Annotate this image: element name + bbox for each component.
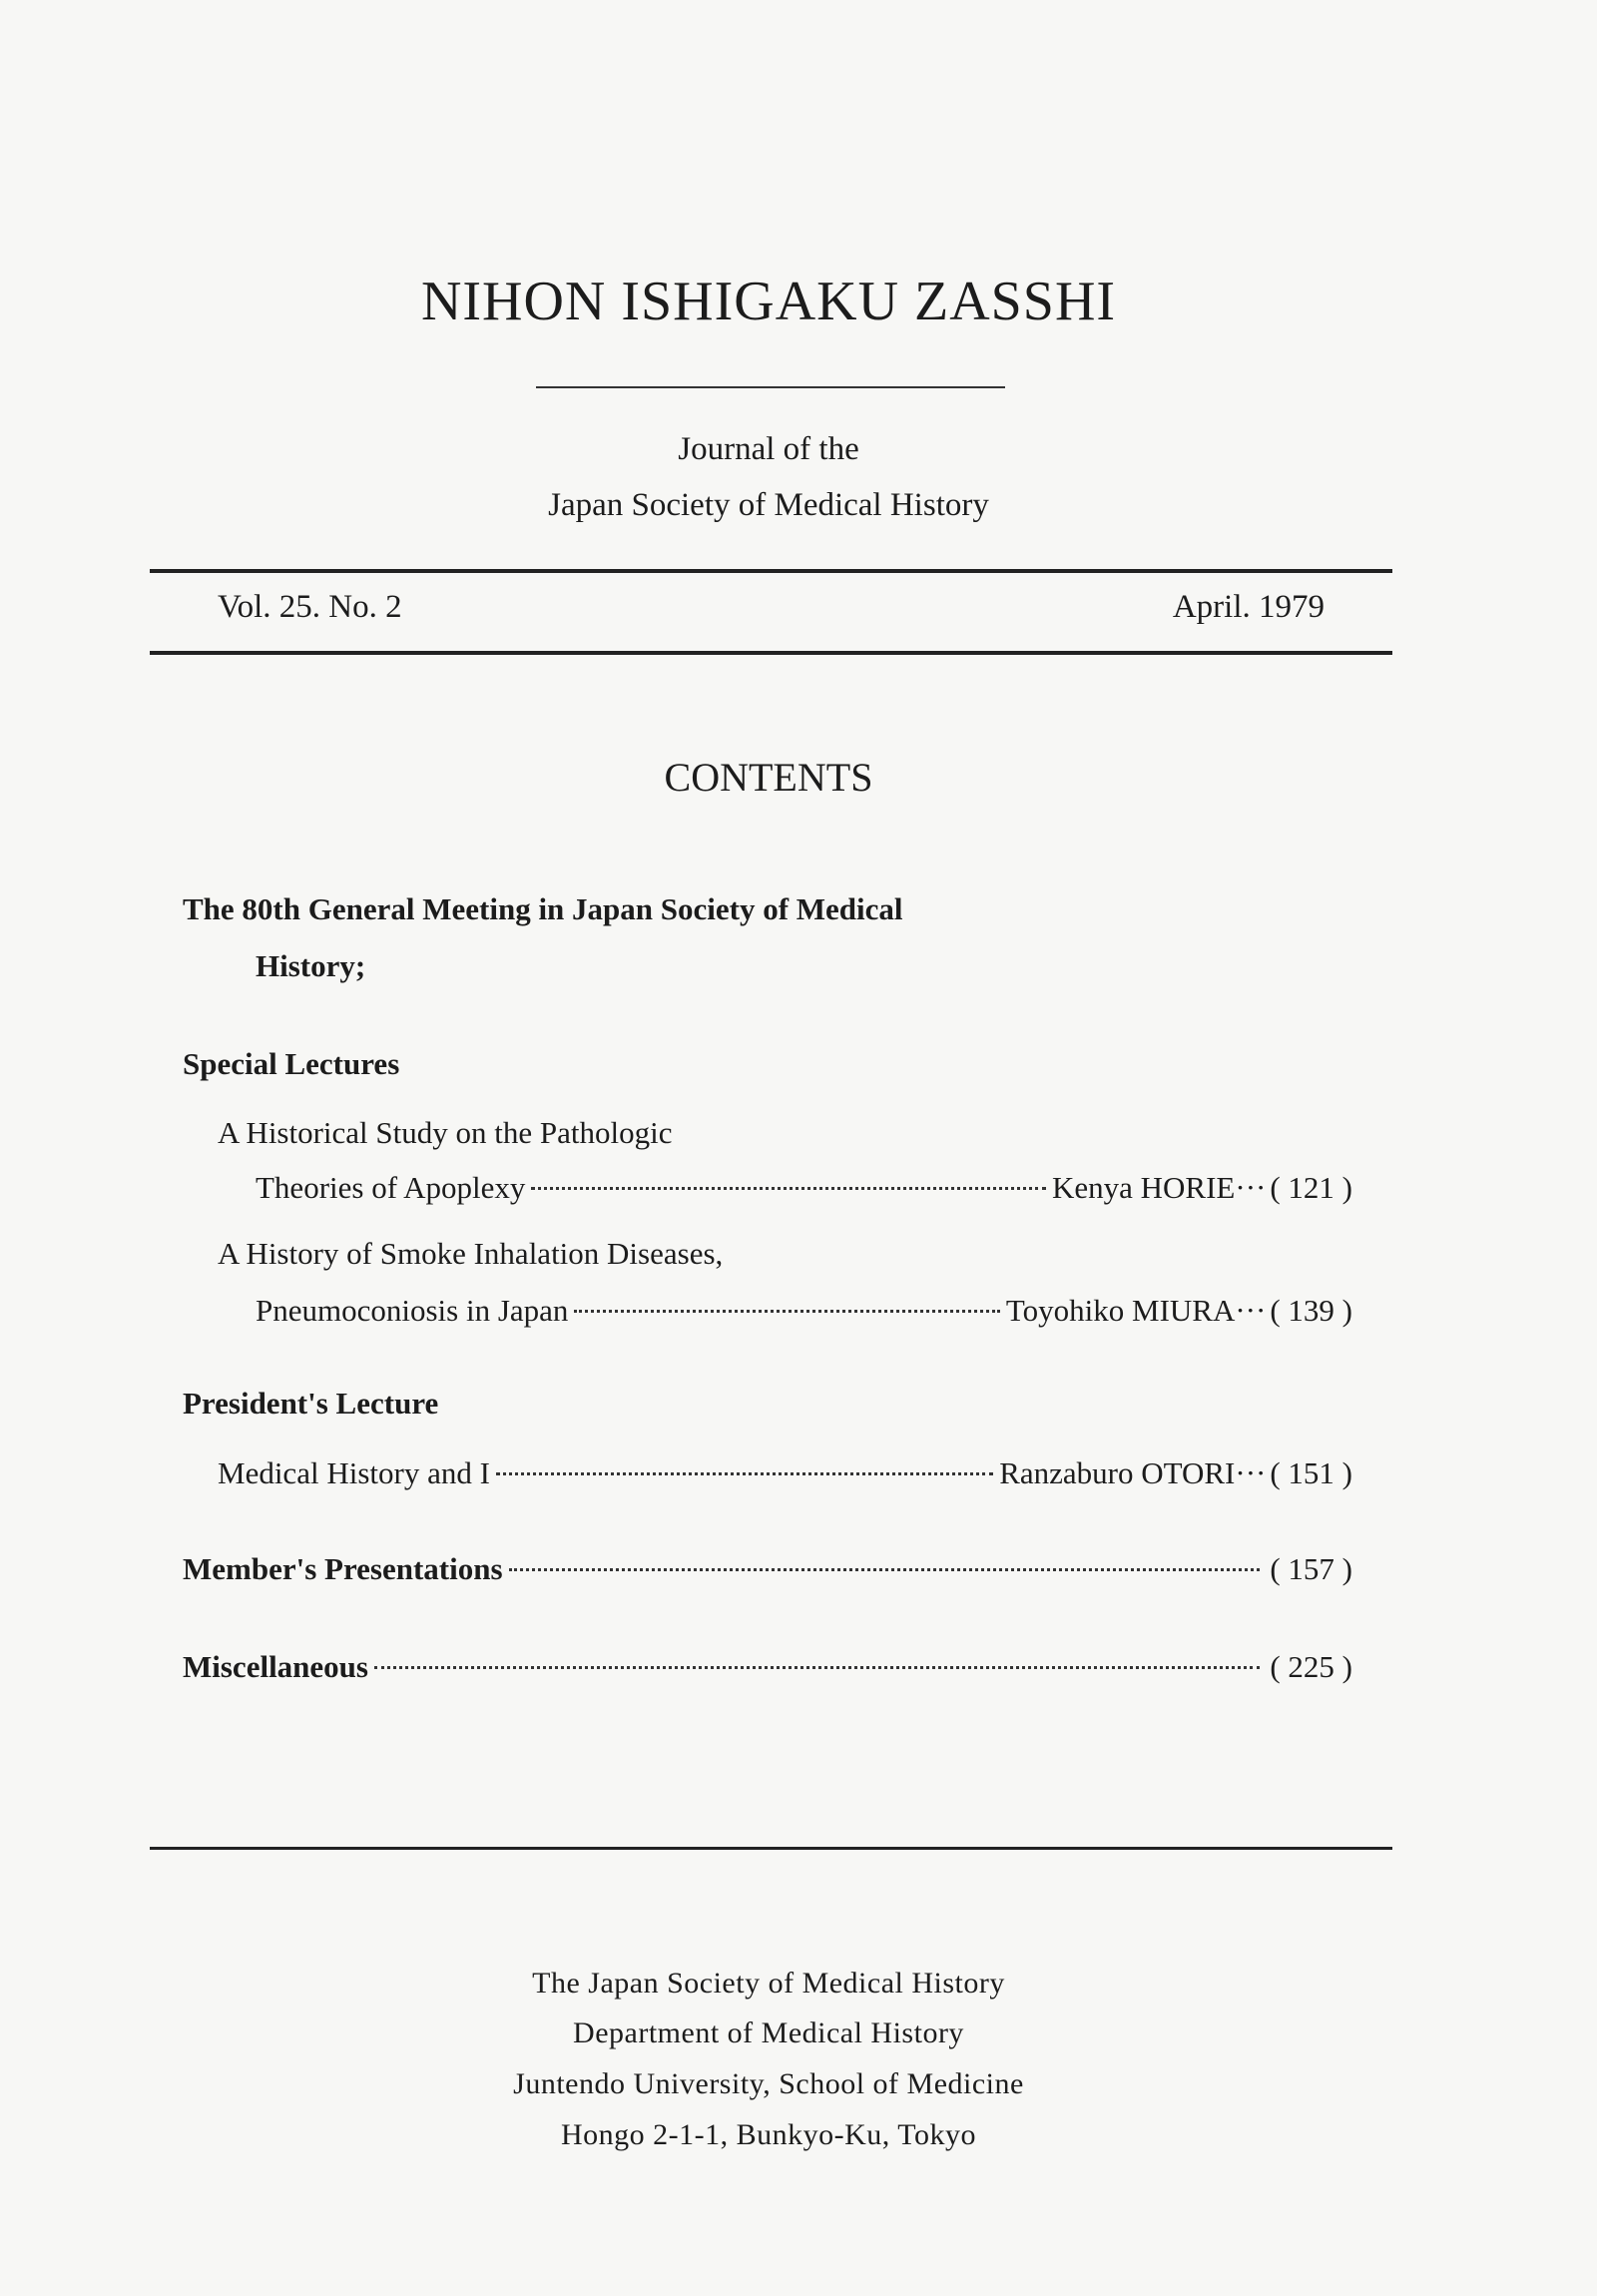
lecture-2-pages: ( 139 ) (1270, 1293, 1352, 1328)
miscellaneous-label: Miscellaneous (183, 1649, 368, 1684)
journal-subtitle-line1: Journal of the (678, 431, 859, 467)
presidents-lecture-author: Ranzaburo OTORI··· (999, 1455, 1267, 1490)
lecture-1-pages: ( 121 ) (1270, 1170, 1352, 1205)
presidents-lecture-title: Medical History and I (218, 1455, 490, 1490)
lecture-2-entry (256, 1293, 1352, 1329)
dot-leader (374, 1666, 1260, 1669)
lecture-2-title-line1: A History of Smoke Inhalation Diseases, (218, 1236, 724, 1271)
members-presentations-entry (183, 1551, 1352, 1587)
volume-top-rule (150, 569, 1392, 573)
footer-society: The Japan Society of Medical History (532, 1967, 1005, 2000)
members-presentations-label: Member's Presentations (183, 1551, 503, 1586)
lecture-1-author: Kenya HORIE··· (1052, 1170, 1267, 1205)
presidents-lecture-entry (218, 1455, 1352, 1491)
meeting-heading-line2: History; (256, 948, 366, 983)
title-divider (536, 386, 1005, 388)
journal-title: NIHON ISHIGAKU ZASSHI (420, 271, 1117, 332)
presidents-lecture-pages: ( 151 ) (1270, 1455, 1352, 1490)
volume-number: Vol. 25. No. 2 (218, 589, 402, 625)
miscellaneous-entry (183, 1649, 1352, 1685)
contents-heading: CONTENTS (664, 755, 873, 800)
lecture-1-title-line2: Theories of Apoplexy (256, 1170, 526, 1205)
footer-address: Hongo 2-1-1, Bunkyo-Ku, Tokyo (561, 2118, 976, 2151)
dot-leader (531, 1187, 1046, 1190)
journal-subtitle-line2: Japan Society of Medical History (548, 487, 989, 523)
lecture-1-entry (256, 1170, 1352, 1206)
lecture-2-author: Toyohiko MIURA··· (1005, 1293, 1267, 1328)
dot-leader (496, 1472, 993, 1475)
dot-leader (574, 1310, 999, 1313)
miscellaneous-pages: ( 225 ) (1270, 1649, 1352, 1684)
footer-rule (150, 1847, 1392, 1850)
dot-leader (509, 1568, 1261, 1571)
footer-university: Juntendo University, School of Medicine (513, 2067, 1024, 2100)
meeting-heading-line1: The 80th General Meeting in Japan Society of Medical (183, 891, 903, 926)
issue-date: April. 1979 (1172, 589, 1325, 625)
presidents-lecture-heading: President's Lecture (183, 1386, 439, 1421)
volume-bottom-rule (150, 651, 1392, 655)
special-lectures-heading: Special Lectures (183, 1046, 400, 1081)
lecture-2-title-line2: Pneumoconiosis in Japan (256, 1293, 569, 1328)
members-presentations-pages: ( 157 ) (1270, 1551, 1352, 1586)
lecture-1-title-line1: A Historical Study on the Pathologic (218, 1115, 673, 1150)
footer-department: Department of Medical History (573, 2016, 964, 2049)
